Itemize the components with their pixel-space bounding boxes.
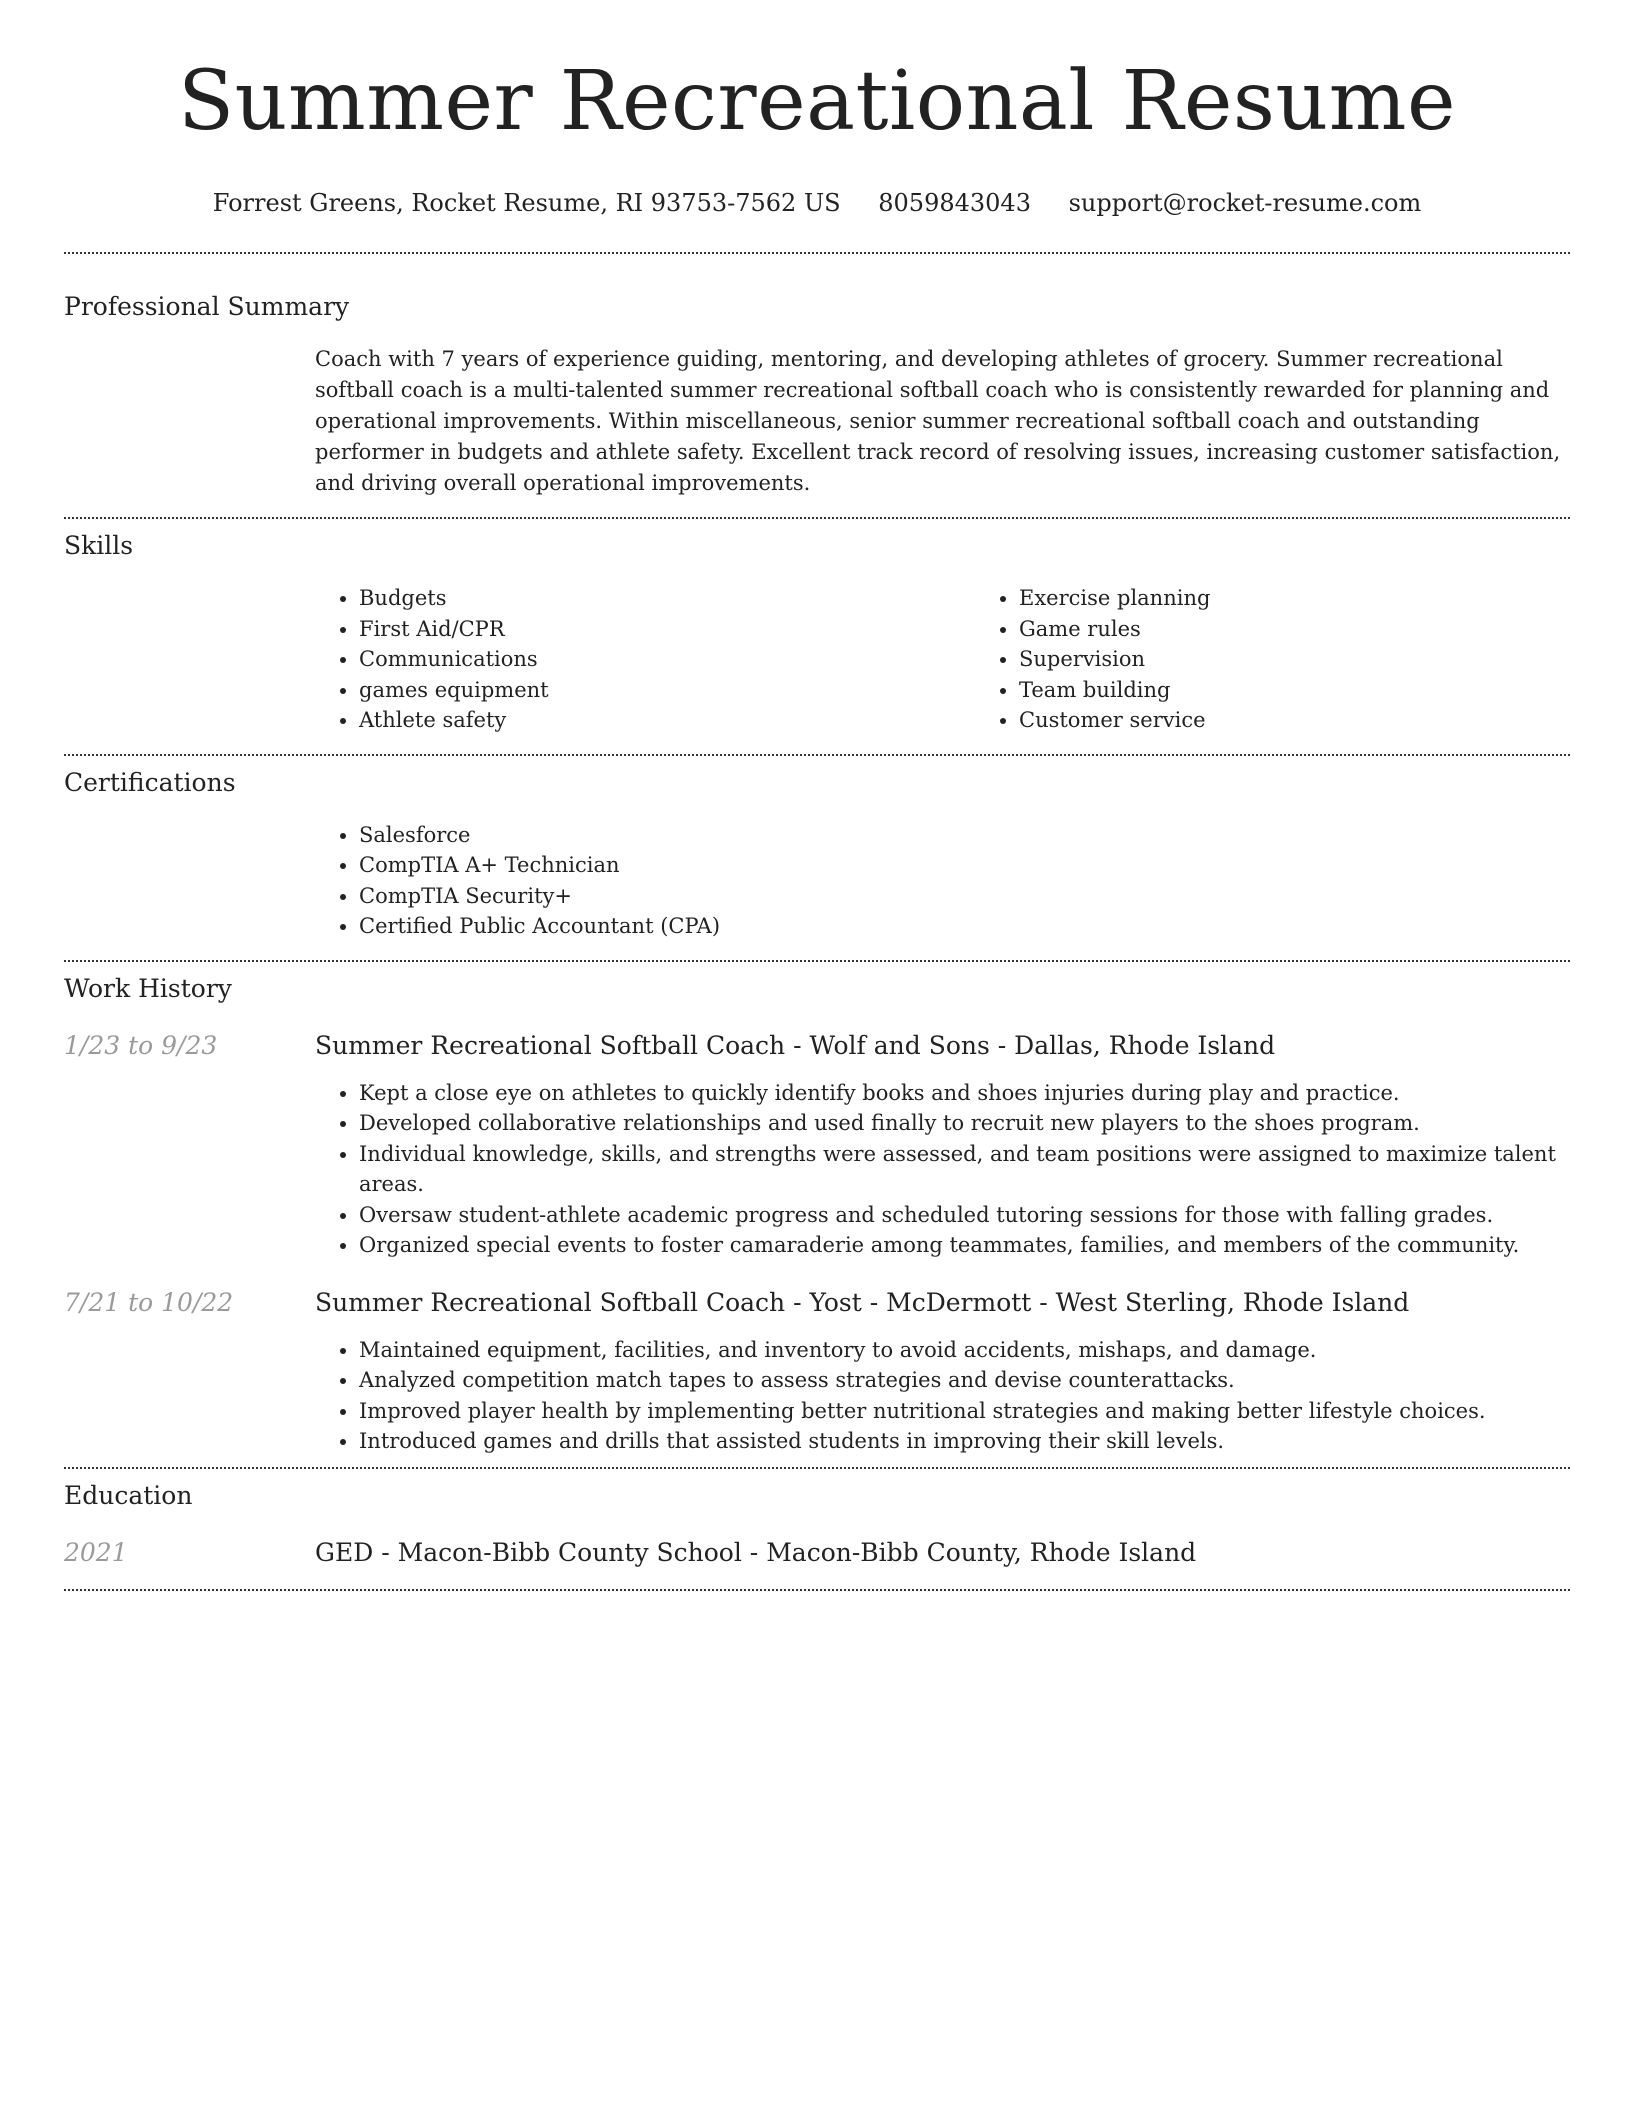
- skill-item: • Exercise planning: [1019, 583, 1632, 614]
- education-title: GED - Macon-Bibb County School - Macon-Bibb County, Rhode Island: [315, 1537, 1197, 1567]
- education-entry: [64, 1537, 1570, 1569]
- education-entries: [64, 1537, 1570, 1569]
- job-bullets: [315, 1335, 1570, 1457]
- skill-item: • Budgets: [359, 583, 975, 614]
- skill-item: • Game rules: [1019, 614, 1632, 645]
- work-entries: [64, 1030, 1570, 1457]
- job-entry: [64, 1287, 1570, 1457]
- job-details: [315, 1030, 1570, 1261]
- job-dates: 7/21 to 10/22: [64, 1287, 234, 1317]
- job-bullet: • Developed collaborative relationships and used finally to recruit new players to the shoes program.: [359, 1108, 1570, 1139]
- skill-item: • Customer service: [1019, 705, 1632, 736]
- divider: [64, 1589, 1570, 1591]
- skill-item: • Athlete safety: [359, 705, 975, 736]
- job-bullet: • Maintained equipment, facilities, and inventory to avoid accidents, mishaps, and damage.: [359, 1335, 1570, 1366]
- certifications-list: [315, 820, 1570, 942]
- job-bullet: • Kept a close eye on athletes to quickly identify books and shoes injuries during play and practice.: [359, 1078, 1570, 1109]
- certifications-section: [64, 756, 1570, 960]
- skills-list-left: [315, 583, 975, 736]
- summary-text: Coach with 7 years of experience guiding, mentoring, and developing athletes of grocery. Summer recreational softball coach is a multi-talented summer recreational softball coach who is consistently rewarded for planning and operational improvements. Within miscellaneous, senior summer recreational softball coach and outstanding performer in budgets and athlete safety. Excellent track record of resolving issues, increasing customer satisfaction, and driving overall operational improvements.: [315, 347, 1561, 495]
- work-heading: Work History: [64, 973, 232, 1003]
- skills-list-right: [975, 583, 1632, 736]
- contact-email: support@rocket-resume.com: [1068, 189, 1422, 217]
- certification-item: • CompTIA A+ Technician: [359, 850, 1570, 881]
- contact-line: [64, 188, 1570, 218]
- job-bullets: [315, 1078, 1570, 1261]
- certification-item: • CompTIA Security+: [359, 881, 1570, 912]
- skill-item: • First Aid/CPR: [359, 614, 975, 645]
- certification-item: • Certified Public Accountant (CPA): [359, 911, 1570, 942]
- job-details: [315, 1287, 1570, 1457]
- job-bullet: • Oversaw student-athlete academic progress and scheduled tutoring sessions for those with falling grades.: [359, 1200, 1570, 1231]
- job-bullet: • Individual knowledge, skills, and strengths were assessed, and team positions were assigned to maximize talent areas.: [359, 1139, 1570, 1200]
- skills-section: [64, 519, 1570, 754]
- job-bullet: • Organized special events to foster camaraderie among teammates, families, and members of the community.: [359, 1230, 1570, 1261]
- skill-item: • Team building: [1019, 675, 1632, 706]
- job-dates: 1/23 to 9/23: [64, 1030, 218, 1060]
- summary-section: [64, 254, 1570, 517]
- resume-page: [64, 0, 1570, 1591]
- skill-item: • games equipment: [359, 675, 975, 706]
- education-heading: Education: [64, 1480, 193, 1510]
- work-section: [64, 962, 1570, 1467]
- job-title: Summer Recreational Softball Coach - Wolf and Sons - Dallas, Rhode Island: [315, 1030, 1276, 1060]
- job-entry: [64, 1030, 1570, 1261]
- education-dates: 2021: [64, 1537, 128, 1567]
- contact-address: Forrest Greens, Rocket Resume, RI 93753-7562 US: [212, 189, 841, 217]
- education-section: [64, 1469, 1570, 1589]
- job-bullet: • Introduced games and drills that assisted students in improving their skill levels.: [359, 1426, 1570, 1457]
- skill-item: • Supervision: [1019, 644, 1632, 675]
- certification-item: • Salesforce: [359, 820, 1570, 851]
- skill-item: • Communications: [359, 644, 975, 675]
- job-bullet: • Improved player health by implementing better nutritional strategies and making better lifestyle choices.: [359, 1396, 1570, 1427]
- contact-phone: 8059843043: [878, 189, 1031, 217]
- job-bullet: • Analyzed competition match tapes to assess strategies and devise counterattacks.: [359, 1365, 1570, 1396]
- skills-heading: Skills: [64, 531, 134, 560]
- resume-title: Summer Recreational Resume: [177, 54, 1457, 149]
- job-title: Summer Recreational Softball Coach - Yost - McDermott - West Sterling, Rhode Island: [315, 1287, 1410, 1317]
- certifications-heading: Certifications: [64, 767, 236, 797]
- skills-grid: [315, 583, 1570, 736]
- summary-heading: Professional Summary: [64, 292, 350, 321]
